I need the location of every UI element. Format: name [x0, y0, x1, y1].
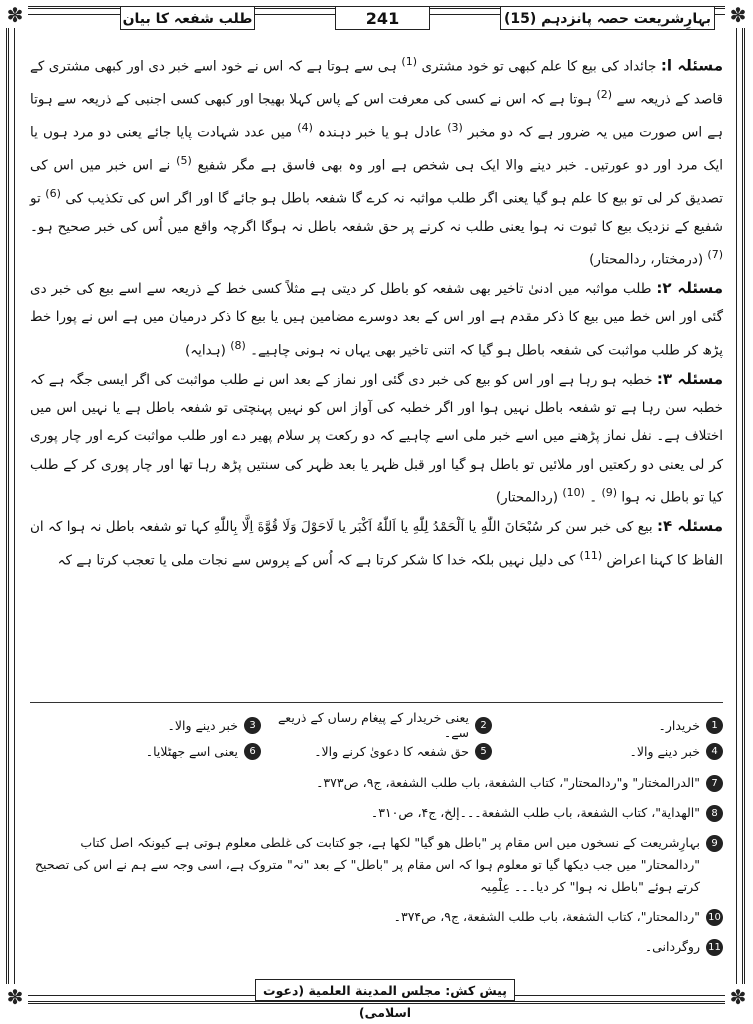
footnote: 5 حق شفعہ کا دعویٰ کرنے والا۔	[261, 738, 492, 764]
footnote-number: 6	[244, 743, 261, 760]
masala-1: مسئلہ ا: جائداد کی بیع کا علم کبھی تو خود مشتری $^{(1)}$ ہی سے ہوتا ہے کہ اس نے خود اسے خبر دی اور کبھی مشتری کے قاصد کے ذریعہ سے $^{(2)}$ ہوتا ہے کہ اس نے کسی کی معرفت اس کے پاس کہلا بھیجا اور کبھی کسی اجنبی کے ذریعہ سے ہوتا ہے اس صورت میں یہ ضرور ہے کہ دو مخبر $^{(3)}$ عادل ہو یا خبر دہندہ $^{(4)}$ میں عدد شہادت پایا جائے یعنی دو مرد ہوں یا ایک مرد اور دو عورتیں۔ خبر دینے والا ایک ہی شخص ہے اور وہ بھی فاسق ہے مگر شفیع $^{(5)}$ نے اس خبر میں اس کی تصدیق کر لی تو بیع کا علم ہو گیا یعنی اگر طلب مواثبہ نہ کرے گا شفعہ باطل ہو جائے گا اور اگر اس کی تکذیب کی $^{(6)}$ تو شفیع کے نزدیک بیع کا ثبوت نہ ہوا یعنی طلب نہ کرنے پر حق شفعہ باطل نہ ہوگا اگرچہ واقع میں اُس کی خبر صحیح ہو۔ $^{(7)}$ (درمختار، ردالمحتار)	[30, 55, 724, 268]
masala-4: مسئلہ ۴: بیع کی خبر سن کر سُبْحَانَ اللّٰهِ یا اَلْحَمْدُ لِلّٰهِ یا اَللّٰهُ اَکْبَر یا لَاحَوْلَ وَلَا قُوَّةَ اِلَّا بِاللّٰهِ کہا تو شفعہ باطل نہ ہوا کہ ان الفاظ کا کہنا اعراض $^{(11)}$ کی دلیل نہیں بلکہ خدا کا شکر کرتا ہے کہ اُس کے پروس سے نجات ملی یا تعجب کرتا ہے کہ	[30, 517, 724, 568]
footnote-ref[interactable]: (9)	[601, 486, 618, 500]
corner-ornament-icon: ✽	[2, 2, 28, 28]
footnote-ref[interactable]: (5)	[176, 153, 192, 167]
page-number: 241	[335, 6, 430, 30]
footnote-number: 11	[706, 939, 723, 956]
footnote-number: 4	[706, 743, 723, 760]
footnote-ref[interactable]: (8)	[230, 338, 246, 352]
footnote-number: 8	[706, 805, 723, 822]
footnote-ref[interactable]: (3)	[447, 120, 463, 134]
footnote-number: 7	[706, 775, 723, 792]
corner-ornament-icon: ✽	[725, 984, 751, 1010]
topic-title: طلب شفعہ کا بیان	[120, 6, 255, 30]
footnote: 7 "الدرالمختار" و"ردالمحتار"، کتاب الشفعة، باب طلب الشفعة، ج۹، ص۳۷۳۔	[30, 772, 723, 794]
footnote-ref[interactable]: (2)	[596, 87, 613, 101]
footnote-ref[interactable]: (1)	[401, 55, 417, 68]
footnote-number: 9	[706, 835, 723, 852]
footnote-ref[interactable]: (10)	[562, 486, 585, 500]
long-footnotes	[30, 772, 723, 966]
corner-ornament-icon: ✽	[725, 2, 751, 28]
source-citation: (ہدایہ)	[184, 342, 226, 359]
footnote-number: 3	[244, 717, 261, 734]
footer-label: پیش کش:	[445, 983, 507, 998]
footnote: 4 خبر دینے والا۔	[492, 738, 723, 764]
footnote: 8 "الهداية"، کتاب الشفعة، باب طلب الشفعة۔۔۔إلخ، ج۴، ص۳۱۰۔	[30, 802, 723, 824]
footnote-number: 1	[706, 717, 723, 734]
masala-2: مسئلہ ۲: طلب مواثبہ میں ادنیٰ تاخیر بھی شفعہ کو باطل کر دیتی ہے مثلاً کسی خط کے ذریعہ سے اسے بیع کی خبر دی گئی اور اس خط میں بیع کا ذکر مقدم ہے اور اس کے بعد دوسرے مضامین ہیں یا بیع کا ذکر درمیان میں ہے اس نے پورا خط پڑھ کر طلب مواثبت کی شفعہ باطل ہو گیا کہ اتنی تاخیر بھی یہاں نہ ہونی چاہیے۔ $^{(8)}$ (ہدایہ)	[30, 278, 723, 359]
corner-ornament-icon: ✽	[2, 984, 28, 1010]
footnote-ref[interactable]: (7)	[707, 247, 723, 261]
short-footnotes	[30, 712, 723, 764]
footnote-number: 10	[706, 909, 723, 926]
footnote: 9 بہارِشریعت کے نسخوں میں اس مقام پر "باطل ھو گیا" لکھا ہے، جو کتابت کی غلطی معلوم ہوتی ہے کیونکہ اصل کتاب "ردالمحتار" میں جب دیکھا گیا تو معلوم ہوا کہ اس مقام پر "باطل" کے بعد "نہ" متروک ہے، اسی وجہ سے ہم نے اس کی تصحیح کرتے ہوئے "باطل نہ ہوا" کر دیا۔۔۔ عِلْمِیہ	[30, 832, 723, 898]
footnote: 10 "ردالمحتار"، کتاب الشفعة، باب طلب الشفعة، ج۹، ص۳۷۴۔	[30, 906, 723, 928]
publisher-footer	[255, 979, 515, 1020]
masala-3: مسئلہ ۳: خطبہ ہو رہا ہے اور اس کو بیع کی خبر دی گئی اور نماز کے بعد اس نے طلب مواثبت کی اگر ایسی جگہ ہے کہ خطبہ سن رہا ہے تو شفعہ باطل نہیں ہوا اور اگر خطبہ کی آواز اس کو نہیں پہنچتی تو شفعہ باطل ہے یا نہیں اس میں اختلاف ہے۔ نفل نماز پڑھنے میں اسے خبر ملی اسے چاہیے کہ دو رکعت پر سلام پھیر دے اور طلب مواثبت کرے اور چار پوری کر لی یعنی دو رکعتیں اور ملائیں تو باطل ہو گیا اور قبل ظہر یا بعد ظہر کی سنتیں پڑھ رہا تھا اور چار پوری کر کے طلب کیا تو باطل نہ ہوا $^{(9)}$ ۔ $^{(10)}$ (ردالمحتار)	[30, 369, 723, 506]
footnote: 6 یعنی اسے جھٹلایا۔	[30, 738, 261, 764]
footnote: 11 روگردانی۔	[30, 936, 723, 958]
footnote-ref[interactable]: (6)	[45, 186, 61, 200]
publisher-sub: (دعوت اسلامی)	[263, 983, 412, 1020]
masala-label: مسئلہ ۲:	[656, 278, 723, 297]
footnote-divider	[30, 702, 723, 703]
book-title: بہارِشریعت حصہ پانزدہم (15)	[500, 6, 715, 30]
masala-label: مسئلہ ا:	[660, 56, 723, 75]
source-citation: (ردالمحتار)	[495, 489, 559, 506]
footnote: 2 یعنی خریدار کے پیغام رساں کے ذریعے سے۔	[261, 712, 492, 738]
source-citation: (درمختار، ردالمحتار)	[589, 251, 704, 268]
footnote: 1 خریدار۔	[492, 712, 723, 738]
footnote-number: 5	[475, 743, 492, 760]
publisher-name: مجلس المدينة العلمية	[308, 983, 441, 998]
footnote-number: 2	[475, 717, 492, 734]
masala-label: مسئلہ ۳:	[656, 369, 723, 388]
masala-label: مسئلہ ۴:	[656, 517, 724, 536]
footnote-ref[interactable]: (4)	[297, 120, 313, 134]
main-text	[30, 48, 723, 574]
footnote-ref[interactable]: (11)	[579, 548, 603, 562]
footnote: 3 خبر دینے والا۔	[30, 712, 261, 738]
page-header	[120, 6, 720, 32]
